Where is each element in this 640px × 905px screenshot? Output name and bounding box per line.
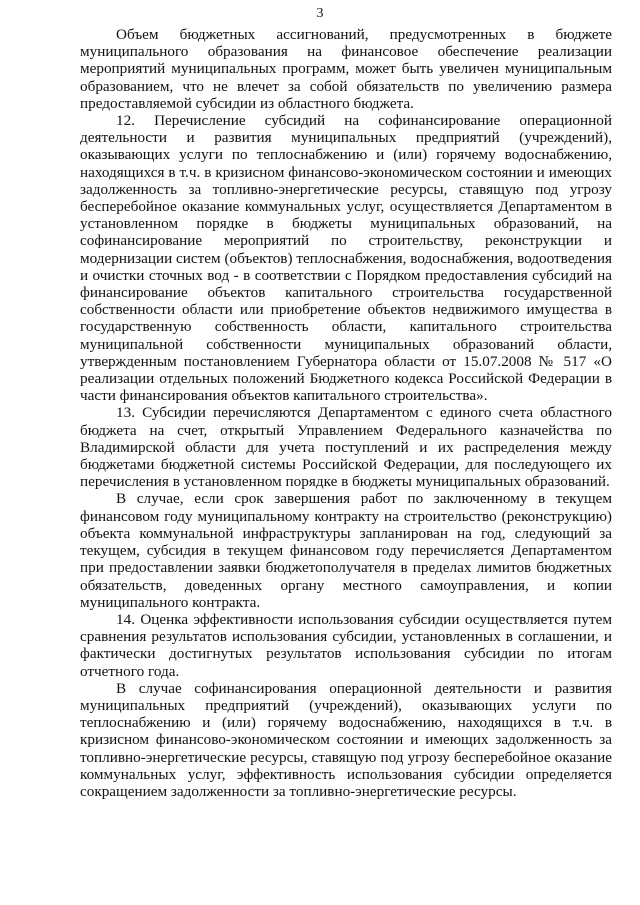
paragraph-item-13: 13. Субсидии перечисляются Департаментом с единого счета областного бюджета на счет, открытый Управлением Федерального казначейства по Владимирской области для учета поступлений и их распределения между бюджетами бюджетной системы Российской Федерации, для последующего их перечисления в установленном порядке в бюджеты муниципальных образований. (80, 404, 612, 491)
paragraph-item-12: 12. Перечисление субсидий на софинансирование операционной деятельности и развития муниципальных предприятий (учреждений), оказывающих услуги по теплоснабжению и (или) горячему водоснабжению, находящихся в т.ч. в кризисном финансово-экономическом состоянии и имеющих задолженность за топливно-энергетические ресурсы, ставящую под угрозу бесперебойное оказание коммунальных услуг, осуществляется Департаментом в установленном порядке в бюджеты муниципальных образований, на софинансирование мероприятий по строительству, реконструкции и модернизации систем (объектов) теплоснабжения, водоснабжения, водоотведения и очистки сточных вод - в соответствии с Порядком предоставления субсидий на финансирование объектов капитального строительства государственной собственности области или приобретение объектов недвижимого имущества в государственную собственность области, капитального строительства муниципальной собственности муниципальных образований области, утвержденным постановлением Губернатора области от 15.07.2008 № 517 «О реализации отдельных положений Бюджетного кодекса Российской Федерации в части финансирования объектов капитального строительства». (80, 112, 612, 405)
document-body (80, 26, 612, 800)
paragraph-contract-completion: В случае, если срок завершения работ по заключенному в текущем финансовом году муниципальному контракту на строительство (реконструкцию) объекта коммунальной инфраструктуры запланирован на год, следующий за текущем, субсидия в текущем финансовом году перечисляется Департаментом при предоставлении заявки бюджетополучателя в пределах лимитов бюджетных обязательств, доведенных органу местного самоуправления, и копии муниципального контракта. (80, 490, 612, 611)
paragraph-item-14: 14. Оценка эффективности использования субсидии осуществляется путем сравнения результатов использования субсидии, установленных в соглашении, и фактически достигнутых результатов использования субсидии по итогам отчетного года. (80, 610, 612, 680)
paragraph-budget-allocations: Объем бюджетных ассигнований, предусмотренных в бюджете муниципального образования на финансовое обеспечение реализации мероприятий муниципальных программ, может быть увеличен муниципальным образованием, что не влечет за собой обязательств по увеличению размера предоставляемой субсидии из областного бюджета. (80, 26, 612, 112)
paragraph-cofinancing-efficiency: В случае софинансирования операционной деятельности и развития муниципальных предприятий (учреждений), оказывающих услуги по теплоснабжению и (или) горячему водоснабжению, находящихся в т.ч. в кризисном финансово-экономическом состоянии и имеющих задолженность за топливно-энергетические ресурсы, ставящую под угрозу бесперебойное оказание коммунальных услуг, эффективность использования субсидии определяется сокращением задолженности за топливно-энергетические ресурсы. (80, 679, 612, 800)
page-number: 3 (316, 6, 324, 21)
